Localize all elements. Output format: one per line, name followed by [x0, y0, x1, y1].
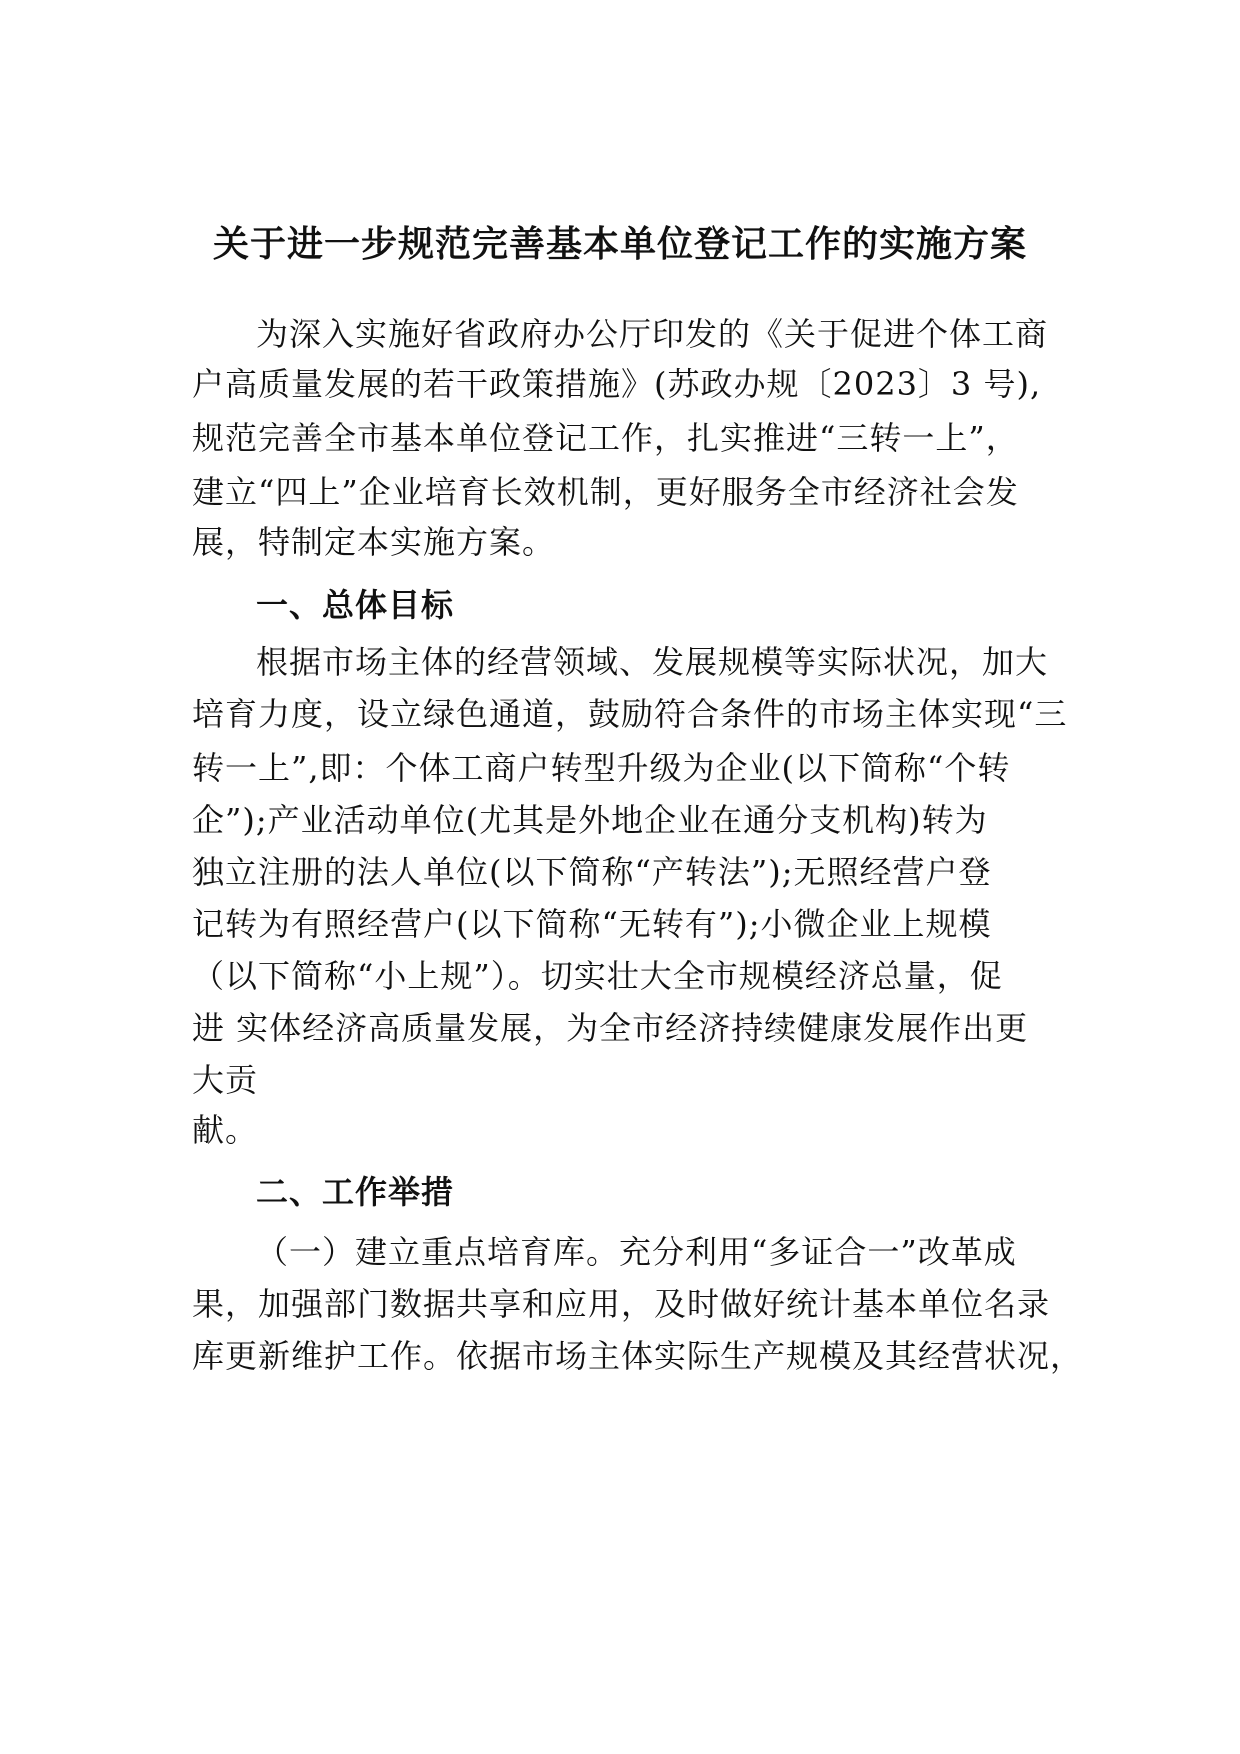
- body-line: 库更新维护工作。依据市场主体实际生产规模及其经营状况，: [192, 1337, 1084, 1375]
- body-line: 建立“四上”企业培育长效机制，更好服务全市经济社会发: [192, 473, 1019, 511]
- body-line: 大贡: [192, 1061, 259, 1099]
- body-line: 独立注册的法人单位(以下简称“产转法”);无照经营户登: [192, 853, 992, 891]
- body-line: 记转为有照经营户(以下简称“无转有”);小微企业上规模: [192, 905, 992, 943]
- section-heading-1: 一、总体目标: [256, 586, 455, 624]
- body-line: 规范完善全市基本单位登记工作，扎实推进“三转一上”，: [192, 419, 1019, 457]
- body-line: （一）建立重点培育库。充分利用“多证合一”改革成: [256, 1233, 1017, 1271]
- body-line: 培育力度，设立绿色通道，鼓励符合条件的市场主体实现“三: [192, 695, 1068, 733]
- body-line: 户高质量发展的若干政策措施》(苏政办规〔2023〕3 号),: [192, 365, 1042, 403]
- body-line: 献。: [192, 1111, 259, 1149]
- body-line: 进 实体经济高质量发展，为全市经济持续健康发展作出更: [192, 1009, 1029, 1047]
- body-line: 展，特制定本实施方案。: [192, 523, 556, 561]
- section-heading-2: 二、工作举措: [256, 1173, 455, 1211]
- body-line: 企”);产业活动单位(尤其是外地企业在通分支机构)转为: [192, 801, 988, 839]
- document-title: 关于进一步规范完善基本单位登记工作的实施方案: [212, 224, 1027, 265]
- body-line: 根据市场主体的经营领域、发展规模等实际状况，加大: [256, 643, 1049, 681]
- body-line: 转一上”,即：个体工商户转型升级为企业(以下简称“个转: [192, 749, 1011, 787]
- body-line: 果，加强部门数据共享和应用，及时做好统计基本单位名录: [192, 1285, 1051, 1323]
- body-line: 为深入实施好省政府办公厅印发的《关于促进个体工商: [256, 315, 1049, 353]
- body-line: （以下简称“小上规”）。切实壮大全市规模经济总量，促: [192, 957, 1003, 995]
